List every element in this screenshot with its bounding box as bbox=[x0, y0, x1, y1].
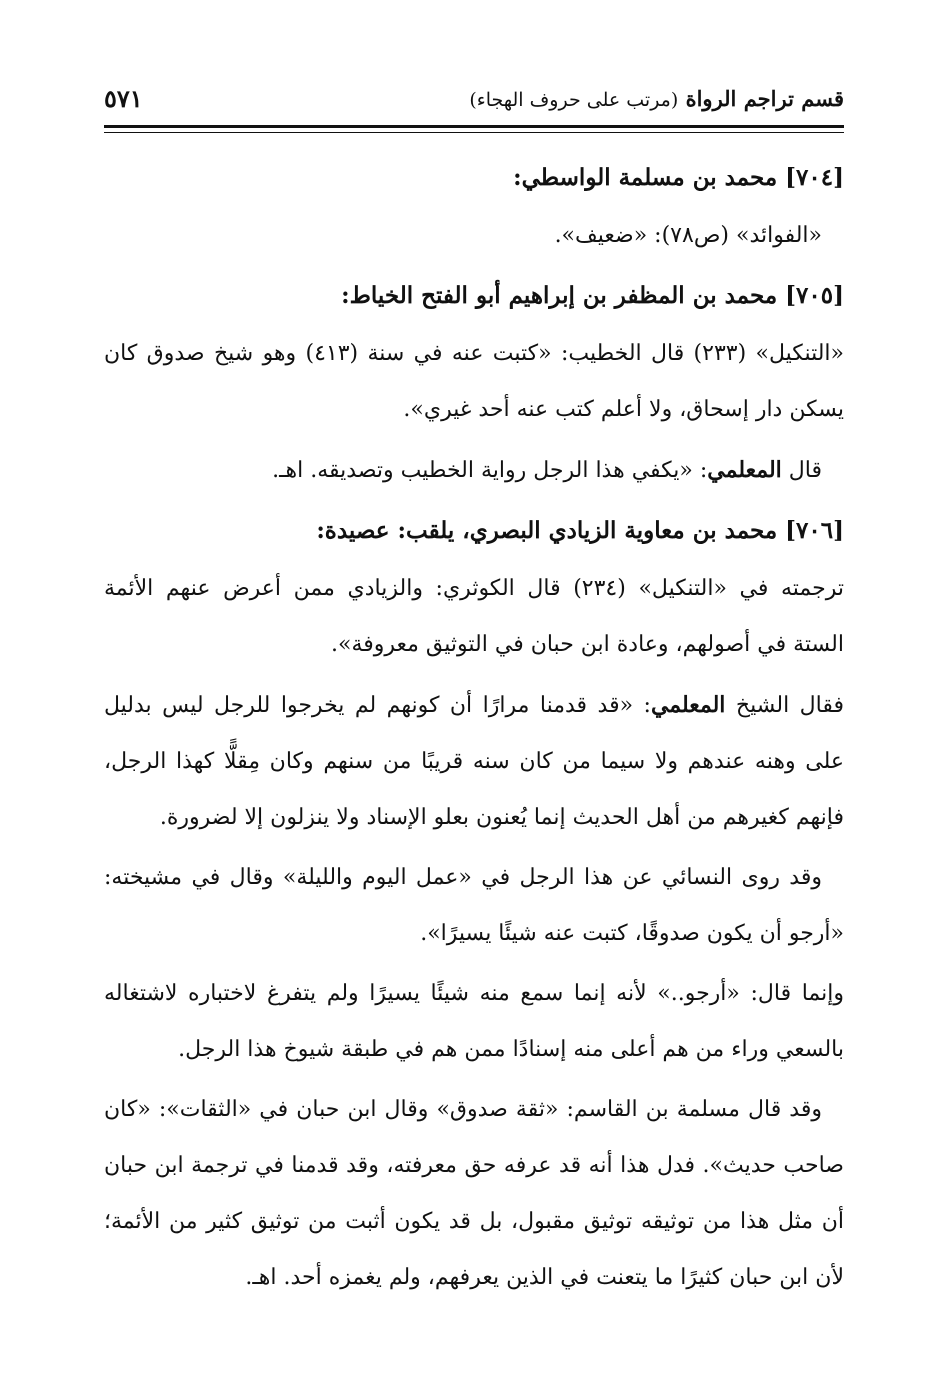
entry-paragraph: «الفوائد» (ص٧٨): «ضعيف». bbox=[554, 223, 822, 248]
header-title-main: قسم تراجم الرواة bbox=[685, 86, 844, 111]
entry-paragraph: «التنكيل» (٢٣٣) قال الخطيب: «كتبت عنه في سنة (٤١٣) وهو شيخ صدوق كان يسكن دار إسحاق، ولا أعلم كتب عنه أحد غيري». bbox=[104, 341, 844, 422]
paragraph-rest: : «قد قدمنا مرارًا أن كونهم لم يخرجوا للرجل ليس بدليل على وهنه عندهم ولا سيما من كان سنه قريبًا من سنهم وكان مِقلًّا كهذا الرجل، فإنهم كغيرهم من أهل الحديث إنما يُعنون بعلو الإسناد ولا ينزلون إلا لضرورة. bbox=[104, 693, 844, 830]
running-header bbox=[104, 84, 844, 118]
entry-heading: [٧٠٤] محمد بن مسلمة الواسطي: bbox=[513, 164, 844, 191]
entry-706 bbox=[104, 503, 844, 1306]
header-subtitle: (مرتب على حروف الهجاء) bbox=[469, 89, 679, 111]
entry-paragraph bbox=[104, 677, 844, 846]
scholar-name: المعلمي bbox=[707, 457, 782, 483]
header-rule-thin bbox=[104, 132, 844, 133]
entry-paragraph bbox=[104, 442, 844, 499]
paragraph-rest: : «يكفي هذا الرجل رواية الخطيب وتصديقه. اهـ. bbox=[272, 458, 708, 483]
paragraph-lead: فقال الشيخ bbox=[725, 693, 844, 718]
entry-heading: [٧٠٥] محمد بن المظفر بن إبراهيم أبو الفتح الخياط: bbox=[341, 282, 844, 309]
page-number: ٥٧١ bbox=[104, 84, 143, 113]
scholar-name: المعلمي bbox=[650, 692, 726, 718]
entry-704 bbox=[104, 150, 844, 264]
entry-paragraph: ترجمته في «التنكيل» (٢٣٤) قال الكوثري: والزيادي ممن أعرض عنهم الأئمة الستة في أصولهم، وعادة ابن حبان في التوثيق معروفة». bbox=[104, 576, 844, 657]
entry-paragraph: وإنما قال: «أرجو..» لأنه إنما سمع منه شيئًا يسيرًا ولم يتفرغ لاختباره لاشتغاله بالسعي وراء من هم أعلى منه إسنادًا ممن هم في طبقة شيوخ هذا الرجل. bbox=[104, 981, 844, 1062]
paragraph-lead: قال bbox=[781, 458, 822, 483]
entry-paragraph: وقد روى النسائي عن هذا الرجل في «عمل اليوم والليلة» وقال في مشيخته: «أرجو أن يكون صدوقًا، كتبت عنه شيئًا يسيرًا». bbox=[104, 865, 844, 946]
entry-paragraph: وقد قال مسلمة بن القاسم: «ثقة صدوق» وقال ابن حبان في «الثقات»: «كان صاحب حديث». فدل هذا أنه قد عرفه حق معرفته، وقد قدمنا في ترجمة ابن حبان أن مثل هذا من توثيقه توثيق مقبول، بل قد يكون أثبت من توثيق كثير من الأئمة؛ لأن ابن حبان كثيرًا ما يتعنت في الذين يعرفهم، ولم يغمزه أحد. اهـ. bbox=[104, 1097, 844, 1290]
header-title bbox=[469, 86, 844, 111]
entry-heading: [٧٠٦] محمد بن معاوية الزيادي البصري، يلقب: عصيدة: bbox=[316, 517, 844, 544]
entry-705 bbox=[104, 268, 844, 499]
page-body bbox=[104, 150, 844, 1310]
header-rule-thick bbox=[104, 125, 844, 128]
